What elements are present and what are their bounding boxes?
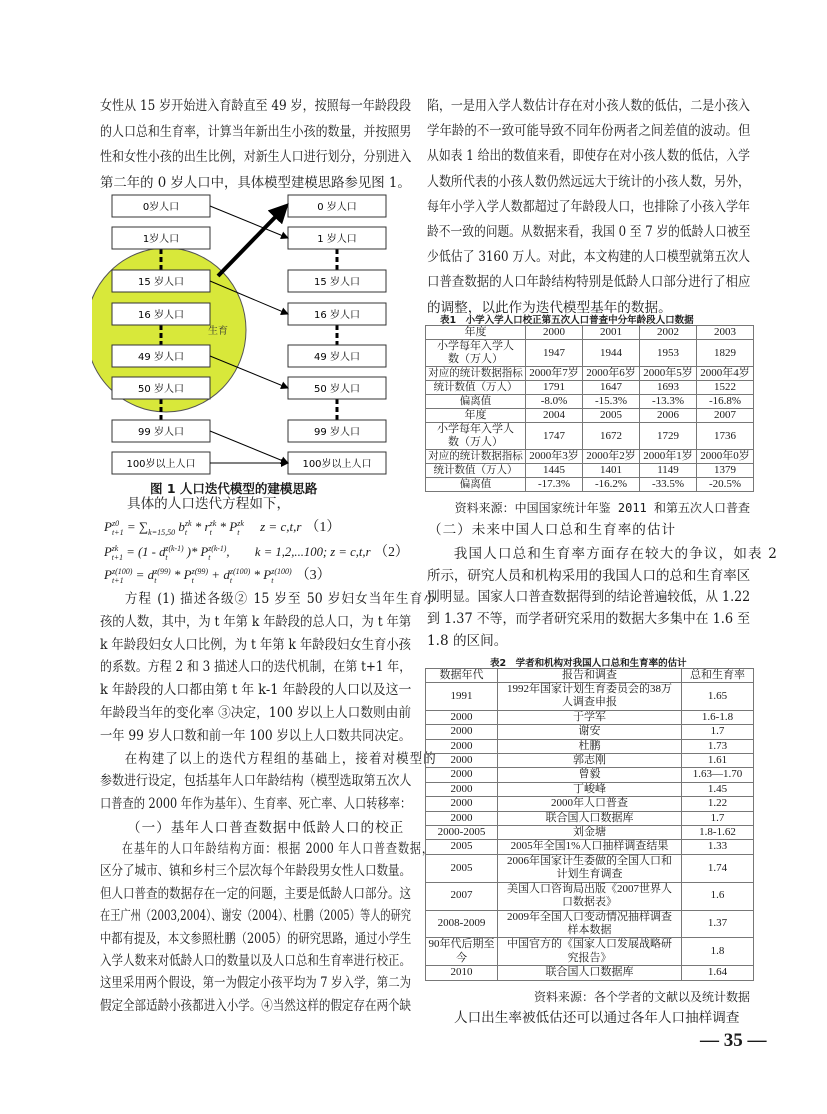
column-header: 报告和调查 <box>498 669 682 683</box>
text-line: 我国人口总和生育率方面存在较大的争议，如表 2 <box>453 546 777 562</box>
equation-subscript: t <box>165 553 168 563</box>
tfr-cell: 1.64 <box>682 966 754 980</box>
text-line: 假定全部适龄小孩都进入小学。④当然这样的假定存在两个缺 <box>100 997 412 1014</box>
text-line: 在王广州（2003,2004）、谢安（2004）、杜鹏（2005）等人的研究 <box>100 908 411 925</box>
value-cell: -16.2% <box>583 478 640 492</box>
table-row <box>426 840 754 854</box>
table-1-title: 表1 小学入学人口校正第五次人口普查中分年龄段人口数据 <box>440 315 694 326</box>
equation-supscript: z0 <box>111 519 120 529</box>
tfr-cell: 1.6-1.8 <box>682 710 754 724</box>
table-row <box>426 395 754 409</box>
table-2-source: 资料来源：各个学者的文献以及统计数据 <box>533 990 750 1004</box>
table-row <box>426 739 754 753</box>
equation-subscript: t <box>191 576 194 586</box>
value-cell: 1829 <box>697 340 754 367</box>
equation-indices <box>230 567 250 585</box>
table-2-title: 表2 学者和机构对我国人口总和生育率的估计 <box>490 658 687 669</box>
year-cell: 90年代后期至今 <box>426 938 498 966</box>
value-cell: 1401 <box>583 464 640 478</box>
equation-subscript: t <box>184 528 188 538</box>
equation-number: （2） <box>374 545 409 560</box>
report-cell: 郭志刚 <box>498 754 682 768</box>
text-line: 少低估了 3160 万人。对此，本文构建的人口模型就第五次人 <box>427 249 750 266</box>
equation-term: z = c,t,r <box>243 519 302 534</box>
tfr-cell: 1.74 <box>682 854 754 882</box>
text-line: 人口出生率被低估还可以通过各年人口抽样调查 <box>454 1010 740 1026</box>
section-2-heading: （二）未来中国人口总和生育率的估计 <box>428 522 677 538</box>
report-cell: 2006年国家计生委做的全国人口和计划生育调查 <box>498 854 682 882</box>
year-cell: 2000 <box>426 710 498 724</box>
value-cell: 2000年3岁 <box>526 450 583 464</box>
value-cell: 2000年7岁 <box>526 367 583 381</box>
value-cell: -20.5% <box>697 478 754 492</box>
text-line: 人数所代表的小孩人数仍然远远大于统计的小孩人数，另外， <box>427 173 751 190</box>
text-line: 女性从 15 岁开始进入育龄直至 49 岁，按照每一年龄段段 <box>100 98 411 114</box>
column-header: 数据年代 <box>426 669 498 683</box>
text-line: 一年 99 岁人口数和前一年 100 岁以上人口数共同决定。 <box>100 727 411 744</box>
equation-indices <box>237 519 244 537</box>
year-row <box>426 409 754 423</box>
header-row <box>426 669 754 683</box>
equation-number: （3） <box>295 568 331 583</box>
report-cell: 1992年国家计划生育委员会的38万人调查申报 <box>498 683 682 711</box>
equation-term: = (1 - d <box>123 544 166 559</box>
left-age-label: 100岁以上人口 <box>126 459 196 470</box>
text-line: 口普查数据的人口年龄结构特别是低龄人口部分进行了相应 <box>427 274 751 291</box>
row-label: 小学每年入学人数（万人） <box>426 423 526 450</box>
tfr-cell: 1.63—1.70 <box>682 768 754 782</box>
equation-supscript: zk <box>111 544 119 554</box>
text-line: 的人口总和生育率，计算当年新出生小孩的数量，并按照男 <box>100 123 412 140</box>
table-1-source: 资料来源：中国国家统计年鉴 2011 和第五次人口普查 <box>454 501 750 515</box>
value-cell: 2000年0岁 <box>697 450 754 464</box>
tfr-cell: 1.8 <box>682 938 754 966</box>
left-age-label: 0岁人口 <box>142 202 180 213</box>
text-line: 龄不一致的问题。从数据来看，我国 0 至 7 岁的低龄人口被至 <box>427 223 751 240</box>
year-cell: 2004 <box>526 409 583 423</box>
tfr-cell: 1.45 <box>682 782 754 796</box>
equation-number: （1） <box>305 520 341 535</box>
year-cell: 2008-2009 <box>426 910 498 938</box>
table-row <box>426 782 754 796</box>
tfr-cell: 1.65 <box>682 683 754 711</box>
text-line: 参数进行设定，包括基年人口年龄结构（模型选取第五次人 <box>100 773 412 790</box>
report-cell: 于学军 <box>498 710 682 724</box>
value-cell: 1672 <box>583 423 640 450</box>
year-cell: 1991 <box>426 683 498 711</box>
value-cell: 1522 <box>697 381 754 395</box>
equation-subscript: t <box>154 576 157 586</box>
right-paragraph-1 <box>427 94 750 321</box>
equation-term: P <box>104 519 112 534</box>
table-row <box>426 826 754 840</box>
right-age-label: 50 岁人口 <box>314 384 360 395</box>
report-cell: 曾毅 <box>498 768 682 782</box>
text-line: 这里采用两个假设，第一为假定小孩平均为 7 岁入学，第二为 <box>100 975 411 992</box>
text-line: 1.8 的区间。 <box>427 632 508 649</box>
tfr-cell: 1.37 <box>682 910 754 938</box>
report-cell: 中国官方的《国家人口发展战略研究报告》 <box>498 938 682 966</box>
year-cell: 2005 <box>583 409 640 423</box>
report-cell: 丁峻峰 <box>498 782 682 796</box>
right-age-label: 16 岁人口 <box>314 310 360 321</box>
table-row <box>426 478 754 492</box>
text-line: 别明显。国家人口普查数据得到的结论普遍较低，从 1.22 <box>427 589 751 606</box>
equation-indices <box>192 567 208 585</box>
equation-term: * P <box>216 519 238 534</box>
equation-supscript: z(k-1) <box>165 544 184 554</box>
text-line: 中都有提及，本文参照杜鹏（2005）的研究思路，通过小学生 <box>100 930 412 947</box>
left-paragraph-1 <box>100 94 411 196</box>
text-line: 所示，研究人员和机构采用的我国人口的总和生育率区 <box>427 567 751 584</box>
equation-indices <box>165 544 183 562</box>
equation-subscript: t+1 <box>111 553 124 563</box>
circle-label: 生育 <box>208 326 228 337</box>
tfr-cell: 1.6 <box>682 882 754 910</box>
table-row <box>426 683 754 711</box>
equation-term: = d <box>132 567 155 582</box>
year-cell: 2001 <box>583 326 640 340</box>
value-cell: 1791 <box>526 381 583 395</box>
left-age-label: 49 岁人口 <box>138 352 184 363</box>
right-paragraph-3 <box>427 1007 750 1029</box>
text-line: 口普查的 2000 年作为基年）、生育率、死亡率、人口转移率： <box>100 795 412 812</box>
row-label: 偏离值 <box>426 395 526 409</box>
equation-1 <box>104 516 409 538</box>
table-row <box>426 797 754 811</box>
table-row <box>426 340 754 367</box>
right-paragraph-2 <box>427 544 777 652</box>
equation-term: + d <box>208 567 230 582</box>
right-age-label: 100岁以上人口 <box>302 459 372 470</box>
equation-subscript: k=15,50 <box>148 528 176 538</box>
section-1-heading: （一）基年人口普查数据中低龄人口的校正 <box>127 820 405 836</box>
year-cell: 2010 <box>426 966 498 980</box>
value-cell: -15.3% <box>583 395 640 409</box>
value-cell: -8.0% <box>526 395 583 409</box>
right-age-label: 0 岁人口 <box>317 202 357 213</box>
equation-indices <box>148 519 175 537</box>
figure-1-model-diagram <box>92 188 402 478</box>
left-paragraph-2 <box>100 588 436 748</box>
row-label: 小学每年入学人数（万人） <box>426 340 526 367</box>
right-age-label: 49 岁人口 <box>314 352 360 363</box>
equations-intro-text: 具体的人口迭代方程如下， <box>127 496 291 512</box>
table-row <box>426 811 754 825</box>
text-line: 年龄段当年的变化率 ③决定，100 岁以上人口数则由前 <box>100 704 411 721</box>
text-line: 第二年的 0 岁人口中，具体模型建模思路参见图 1。 <box>100 174 411 191</box>
equation-term: = <box>123 519 139 534</box>
report-cell: 谢安 <box>498 725 682 739</box>
text-line: 从如表 1 给出的数值来看，即使存在对小孩人数的低估，入学 <box>427 148 750 165</box>
equation-subscript: t+1 <box>111 528 124 538</box>
row-label: 年度 <box>426 409 526 423</box>
text-line: 学年龄的不一致可能导致不同年份两者之间差值的波动。但 <box>427 123 751 140</box>
year-cell: 2000 <box>426 768 498 782</box>
figure-1-caption: 图 1 人口迭代模型的建模思路 <box>150 481 318 496</box>
value-cell: -33.5% <box>640 478 697 492</box>
tfr-cell: 1.7 <box>682 811 754 825</box>
equation-indices <box>112 544 123 562</box>
equation-subscript: t <box>237 528 240 538</box>
page-number: — 35 — <box>700 1030 767 1051</box>
year-cell: 2007 <box>697 409 754 423</box>
report-cell: 2005年全国1%人口抽样调查结果 <box>498 840 682 854</box>
table-row <box>426 754 754 768</box>
text-line: 每年小学入学人数都超过了年龄段人口，也排除了小孩入学年 <box>427 198 751 215</box>
tfr-cell: 1.7 <box>682 725 754 739</box>
year-cell: 2006 <box>640 409 697 423</box>
table-row <box>426 450 754 464</box>
value-cell: 1953 <box>640 340 697 367</box>
value-cell: 1149 <box>640 464 697 478</box>
equation-supscript: zk <box>209 519 217 529</box>
text-line: 性和女性小孩的出生比例，对新生人口进行划分，分别进入 <box>100 149 412 165</box>
year-cell: 2005 <box>426 854 498 882</box>
left-paragraph-4 <box>100 838 433 1017</box>
value-cell: -13.3% <box>640 395 697 409</box>
year-cell: 2002 <box>640 326 697 340</box>
text-line: 但人口普查的数据存在一定的问题，主要是低龄人口部分。这 <box>100 885 412 902</box>
value-cell: 1445 <box>526 464 583 478</box>
value-cell: 2000年5岁 <box>640 367 697 381</box>
tfr-cell: 1.61 <box>682 754 754 768</box>
equation-supscript: z(100) <box>271 567 292 577</box>
year-cell: 2000 <box>426 797 498 811</box>
table-row <box>426 910 754 938</box>
year-row <box>426 326 754 340</box>
left-age-label: 15 岁人口 <box>138 277 184 288</box>
value-cell: 2000年2岁 <box>583 450 640 464</box>
equation-supscript: z(k-1) <box>208 544 227 554</box>
equation-subscript: t <box>209 528 212 538</box>
row-label: 年度 <box>426 326 526 340</box>
value-cell: 1947 <box>526 340 583 367</box>
year-cell: 2000 <box>426 739 498 753</box>
row-label: 统计数值（万人） <box>426 464 526 478</box>
year-cell: 2000 <box>526 326 583 340</box>
year-cell: 2003 <box>697 326 754 340</box>
equation-term: P <box>104 567 112 582</box>
table-row <box>426 854 754 882</box>
report-cell: 联合国人口数据库 <box>498 966 682 980</box>
row-label: 偏离值 <box>426 478 526 492</box>
tfr-cell: 1.8-1.62 <box>682 826 754 840</box>
age-transition-arrow <box>210 206 288 238</box>
equation-term: )* P <box>183 544 209 559</box>
year-cell: 2000-2005 <box>426 826 498 840</box>
value-cell: -16.8% <box>697 395 754 409</box>
tfr-cell: 1.73 <box>682 739 754 753</box>
left-age-label: 1岁人口 <box>142 234 180 245</box>
row-label: 对应的统计数据指标 <box>426 450 526 464</box>
table-row <box>426 882 754 910</box>
row-label: 对应的统计数据指标 <box>426 367 526 381</box>
value-cell: 1747 <box>526 423 583 450</box>
report-cell: 杜鹏 <box>498 739 682 753</box>
text-line: k 年龄段的人口都由第 t 年 k-1 年龄段的人口以及这一 <box>100 682 412 699</box>
left-age-label: 99 岁人口 <box>138 427 184 438</box>
age-transition-arrow <box>210 431 288 463</box>
text-line: 入学人数来对低龄人口的数量以及人口总和生育率进行校正。 <box>100 952 412 969</box>
year-cell: 2000 <box>426 754 498 768</box>
equations-intro <box>100 494 411 514</box>
equation-subscript: t <box>208 553 211 563</box>
text-line: 在基年的人口年龄结构方面：根据 2000 年人口普查数据， <box>121 841 433 857</box>
year-cell: 2000 <box>426 782 498 796</box>
column-header: 总和生育率 <box>682 669 754 683</box>
equation-term: , k = 1,2,...100; z = c,t,r <box>226 544 371 559</box>
table-1 <box>425 325 754 492</box>
table-row <box>426 367 754 381</box>
report-cell: 2009年全国人口变动情况抽样调查样本数据 <box>498 910 682 938</box>
equation-term: ∑ <box>138 519 149 534</box>
text-line: 到 1.37 不等，而学者研究采用的数据大多集中在 1.6 至 <box>427 611 751 628</box>
tfr-cell: 1.33 <box>682 840 754 854</box>
table-row <box>426 423 754 450</box>
equation-supscript <box>148 519 175 528</box>
equation-supscript: z(100) <box>229 567 251 577</box>
right-age-label: 99 岁人口 <box>314 427 360 438</box>
equation-indices <box>185 519 192 537</box>
table-row <box>426 966 754 980</box>
left-age-label: 50 岁人口 <box>138 384 184 395</box>
equation-supscript: z(99) <box>154 567 171 577</box>
equation-term: b <box>175 519 185 534</box>
equation-subscript: t+1 <box>111 576 124 586</box>
equation-3 <box>104 564 409 586</box>
value-cell: 1729 <box>640 423 697 450</box>
text-line: 孩的人数，其中，为 t 年第 k 年龄段的总人口，为 t 年第 <box>100 613 412 630</box>
table-row <box>426 725 754 739</box>
year-cell: 2000 <box>426 811 498 825</box>
value-cell: 1693 <box>640 381 697 395</box>
report-cell: 刘金塘 <box>498 826 682 840</box>
table-row <box>426 710 754 724</box>
text-line: 在构建了以上的迭代方程组的基础上，接着对模型的 <box>124 751 436 767</box>
equation-term: * P <box>170 567 192 582</box>
right-age-label: 1 岁人口 <box>317 234 357 245</box>
text-line: k 年龄段妇女人口比例，为 t 年第 k 年龄段妇女生育小孩 <box>100 636 411 653</box>
equation-indices <box>208 544 226 562</box>
equation-subscript: t <box>229 576 233 586</box>
equation-term: P <box>104 544 112 559</box>
equation-term: * r <box>191 519 210 534</box>
text-line: 陷，一是用入学人数估计存在对小孩人数的低估，二是小孩入 <box>427 98 751 114</box>
report-cell: 美国人口咨询局出版《2007世界人口数据表》 <box>498 882 682 910</box>
report-cell: 联合国人口数据库 <box>498 811 682 825</box>
value-cell: 1944 <box>583 340 640 367</box>
value-cell: 2000年6岁 <box>583 367 640 381</box>
table-row <box>426 938 754 966</box>
right-age-label: 15 岁人口 <box>314 277 360 288</box>
value-cell: 1647 <box>583 381 640 395</box>
value-cell: 1379 <box>697 464 754 478</box>
equation-supscript: zk <box>184 519 192 529</box>
value-cell: 2000年4岁 <box>697 367 754 381</box>
table-row <box>426 464 754 478</box>
table-2 <box>425 668 754 981</box>
row-label: 统计数值（万人） <box>426 381 526 395</box>
value-cell: 2000年1岁 <box>640 450 697 464</box>
report-cell: 2000年人口普查 <box>498 797 682 811</box>
text-line: 的调整，以此作为迭代模型基年的数据。 <box>427 299 672 316</box>
equation-indices <box>112 519 124 537</box>
table-row <box>426 768 754 782</box>
left-age-label: 16 岁人口 <box>138 310 184 321</box>
tfr-cell: 1.22 <box>682 797 754 811</box>
equation-term: * P <box>250 567 272 582</box>
value-cell: 1736 <box>697 423 754 450</box>
equation-2 <box>104 541 409 563</box>
year-cell: 2000 <box>426 725 498 739</box>
equation-supscript: z(100) <box>111 567 133 577</box>
table-row <box>426 381 754 395</box>
equation-indices <box>154 567 170 585</box>
left-paragraph-3 <box>100 748 436 815</box>
equation-supscript: zk <box>237 519 244 529</box>
equation-subscript: t <box>271 576 274 586</box>
value-cell: -17.3% <box>526 478 583 492</box>
text-line: 区分了城市、镇和乡村三个层次每个年龄段男女性人口数量。 <box>100 863 412 880</box>
equation-indices <box>112 567 132 585</box>
birth-arrow <box>218 206 286 276</box>
year-cell: 2005 <box>426 840 498 854</box>
equation-indices <box>271 567 291 585</box>
equation-supscript: z(99) <box>191 567 209 577</box>
text-line: 方程 (1) 描述各级② 15 岁至 50 岁妇女当年生育小 <box>124 591 436 607</box>
text-line: 的系数。方程 2 和 3 描述人口的迭代机制，在第 t+1 年， <box>100 659 412 676</box>
year-cell: 2007 <box>426 882 498 910</box>
